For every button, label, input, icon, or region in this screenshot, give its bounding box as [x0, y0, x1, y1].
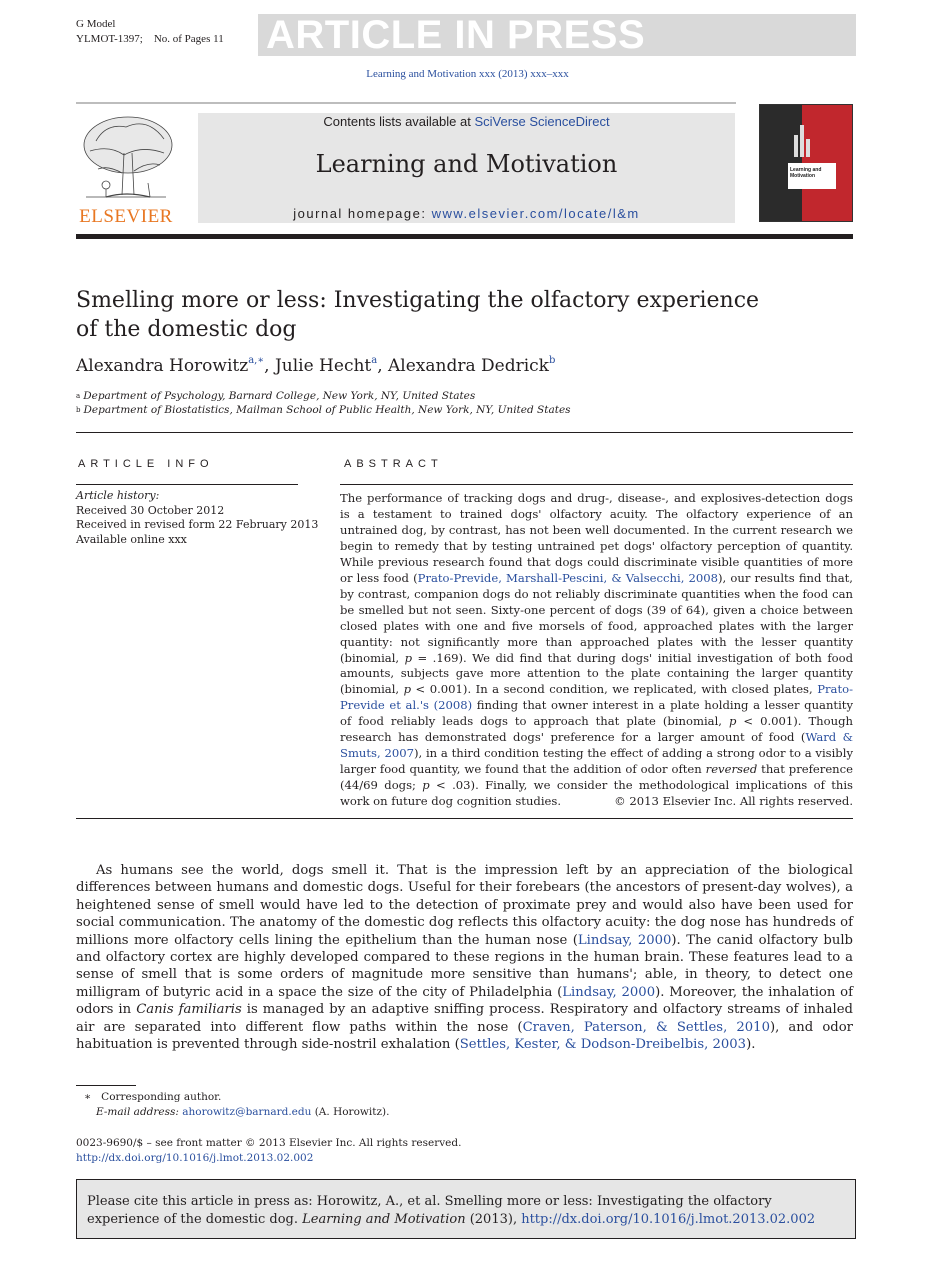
author-affiliation-marker[interactable]: a	[371, 355, 378, 366]
journal-cover-thumbnail[interactable]	[759, 104, 853, 222]
divider	[340, 484, 853, 485]
header-divider	[76, 234, 853, 239]
contents-line	[198, 114, 735, 129]
cite-journal: Learning and Motivation	[302, 1211, 466, 1227]
cover-graphic-bar	[806, 139, 810, 157]
sciencedirect-link[interactable]: SciVerse ScienceDirect	[474, 114, 610, 129]
history-label: Article history:	[76, 489, 160, 502]
affiliation-text: Department of Psychology, Barnard College, New York, NY, United States	[83, 390, 476, 402]
divider	[76, 484, 298, 485]
issn-line: 0023-9690/$ – see front matter © 2013 Elsevier Inc. All rights reserved.	[76, 1137, 462, 1149]
body-paragraph: As humans see the world, dogs smell it. That is the impression left by an appreciation of the biological differences between humans and domestic dogs. Useful for their forebears (the ancestors of present-day wolves), a heightened sense of smell would have led to the detection of proximate prey and would also have been used for social communication. The anatomy of the domestic dog reflects this olfactory acuity: the dog nose has hundreds of millions more olfactory cells lining the epithelium than the human nose (Lindsay, 2000). The canid olfactory bulb and olfactory cortex are highly developed compared to these regions in the human brain. These features lead to a sense of smell that is some orders of magnitude more sensitive than humans'; able, in theory, to detect one milligram of butyric acid in a space the size of the city of Philadelphia (Lindsay, 2000). Moreover, the inhalation of odors in Canis familiaris is managed by an adaptive sniffing process. Respiratory and olfactory streams of inhaled air are separated into different flow paths within the nose (Craven, Paterson, & Settles, 2010), and odor habituation is prevented through side-nostril exhalation (Settles, Kester, & Dodson-Dreibelbis, 2003).	[76, 863, 853, 1053]
article-in-press-banner: ARTICLE IN PRESS	[258, 14, 856, 56]
corresponding-author-note: Corresponding author.	[101, 1091, 222, 1103]
email-label: E-mail address:	[96, 1106, 179, 1118]
author-name[interactable]: Alexandra Horowitz	[76, 356, 249, 376]
affiliations	[76, 389, 571, 417]
footnote-divider	[76, 1085, 136, 1086]
affiliation-marker: a	[76, 392, 81, 400]
divider	[76, 432, 853, 433]
gmodel-label: G Model	[76, 18, 116, 30]
article-title: Smelling more or less: Investigating the olfactory experience of the domestic dog	[76, 288, 760, 342]
journal-homepage	[198, 206, 735, 221]
affiliation-marker: b	[76, 406, 81, 414]
citation-box: Please cite this article in press as: Horowitz, A., et al. Smelling more or less: Investigating the olfactory experience of the domestic dog. Learning and Motivation (2013), http://dx.doi.org/10.1016/j.lmot.2013.02.002	[76, 1179, 856, 1239]
homepage-prefix: journal homepage:	[293, 206, 432, 221]
affiliation-text: Department of Biostatistics, Mailman School of Public Health, New York, NY, United States	[83, 404, 571, 416]
cover-graphic-bar	[800, 125, 804, 157]
abstract-heading: ABSTRACT	[344, 458, 443, 470]
divider	[76, 818, 853, 819]
citation-link[interactable]: Prato-Previde, Marshall-Pescini, & Valsecchi, 2008	[417, 570, 719, 585]
author-name[interactable]: Julie Hecht	[274, 356, 372, 376]
citation-link[interactable]: Craven, Paterson, & Settles, 2010	[522, 1019, 770, 1035]
doi-link[interactable]: http://dx.doi.org/10.1016/j.lmot.2013.02.002	[76, 1152, 314, 1164]
abstract-text: The performance of tracking dogs and drug-, disease-, and explosives-detection dogs is a testament to trained dogs' olfactory acuity. The olfactory experience of an untrained dog, by contrast, has not been well documented. In the current research we begin to remedy that by testing untrained pet dogs' olfactory perception of quantity. While previous research found that dogs could discriminate visible quantities of more or less food (Prato-Previde, Marshall-Pescini, & Valsecchi, 2008), our results find that, by contrast, companion dogs do not reliably discriminate quantities when the food can be smelled but not seen. Sixty-one percent of dogs (39 of 64), given a choice between closed plates with one and five morsels of food, approached plates with the larger quantity: not significantly more than approached plates with the lesser quantity (binomial, p = .169). We did find that during dogs' initial investigation of both food amounts, subjects gave more attention to the plate containing the larger quantity (binomial, p < 0.001). In a second condition, we replicated, with closed plates, Prato-Previde et al.'s (2008) finding that owner interest in a plate holding a lesser quantity of food reliably leads dogs to approach that plate (binomial, p < 0.001). Though research has demonstrated dogs' preference for a larger amount of food (Ward & Smuts, 2007), in a third condition testing the effect of adding a strong odor to a visibly larger food quantity, we found that the addition of odor often reversed that preference (44/69 dogs; p < .03). Finally, we consider the methodological implications of this work on future dog cognition studies.	[340, 491, 853, 809]
journal-reference[interactable]: Learning and Motivation xxx (2013) xxx–xxx	[366, 68, 569, 80]
footnote-star: ∗	[84, 1091, 92, 1103]
article-history	[76, 489, 318, 547]
tree-icon	[76, 113, 176, 205]
homepage-link[interactable]: www.elsevier.com/locate/l&m	[431, 206, 640, 221]
affiliation-item	[76, 389, 571, 403]
author-name[interactable]: Alexandra Dedrick	[388, 356, 549, 376]
cover-title: Learning and Motivation	[790, 167, 822, 179]
article-info-heading: ARTICLE INFO	[78, 458, 214, 470]
author-affiliation-marker[interactable]: b	[548, 355, 556, 366]
publisher-logo-text: ELSEVIER	[79, 206, 173, 227]
page-count: No. of Pages 11	[153, 33, 224, 45]
email-suffix: (A. Horowitz).	[311, 1106, 390, 1118]
copyright-line: © 2013 Elsevier Inc. All rights reserved.	[614, 794, 853, 808]
footnotes	[76, 1090, 389, 1120]
issn-block	[76, 1136, 461, 1166]
divider	[76, 102, 736, 104]
citation-link[interactable]: Ward & Smuts, 2007	[340, 730, 853, 761]
affiliation-item	[76, 403, 571, 417]
citation-link[interactable]: Lindsay, 2000	[577, 932, 672, 948]
citation-link[interactable]: Prato-Previde et al.'s (2008)	[340, 682, 853, 713]
online-date: Available online xxx	[76, 532, 187, 546]
manuscript-id: YLMOT-1397;	[76, 33, 143, 45]
cite-doi-link[interactable]: http://dx.doi.org/10.1016/j.lmot.2013.02.002	[521, 1211, 816, 1227]
manuscript-meta	[76, 17, 224, 47]
contents-prefix: Contents lists available at	[323, 114, 475, 129]
revised-date: Received in revised form 22 February 2013	[76, 518, 319, 531]
citation-link[interactable]: Lindsay, 2000	[562, 984, 656, 1000]
author-affiliation-marker[interactable]: a,∗	[248, 355, 265, 366]
journal-title: Learning and Motivation	[315, 150, 618, 178]
citation-link[interactable]: Settles, Kester, & Dodson-Dreibelbis, 2003	[459, 1037, 747, 1053]
author-list: Alexandra Horowitz$^{a,∗}$, Julie Hecht$^a$, Alexandra Dedrick$^b$	[76, 355, 556, 376]
received-date: Received 30 October 2012	[76, 503, 225, 517]
email-link[interactable]: ahorowitz@barnard.edu	[182, 1106, 312, 1118]
cover-graphic-bar	[794, 135, 798, 157]
